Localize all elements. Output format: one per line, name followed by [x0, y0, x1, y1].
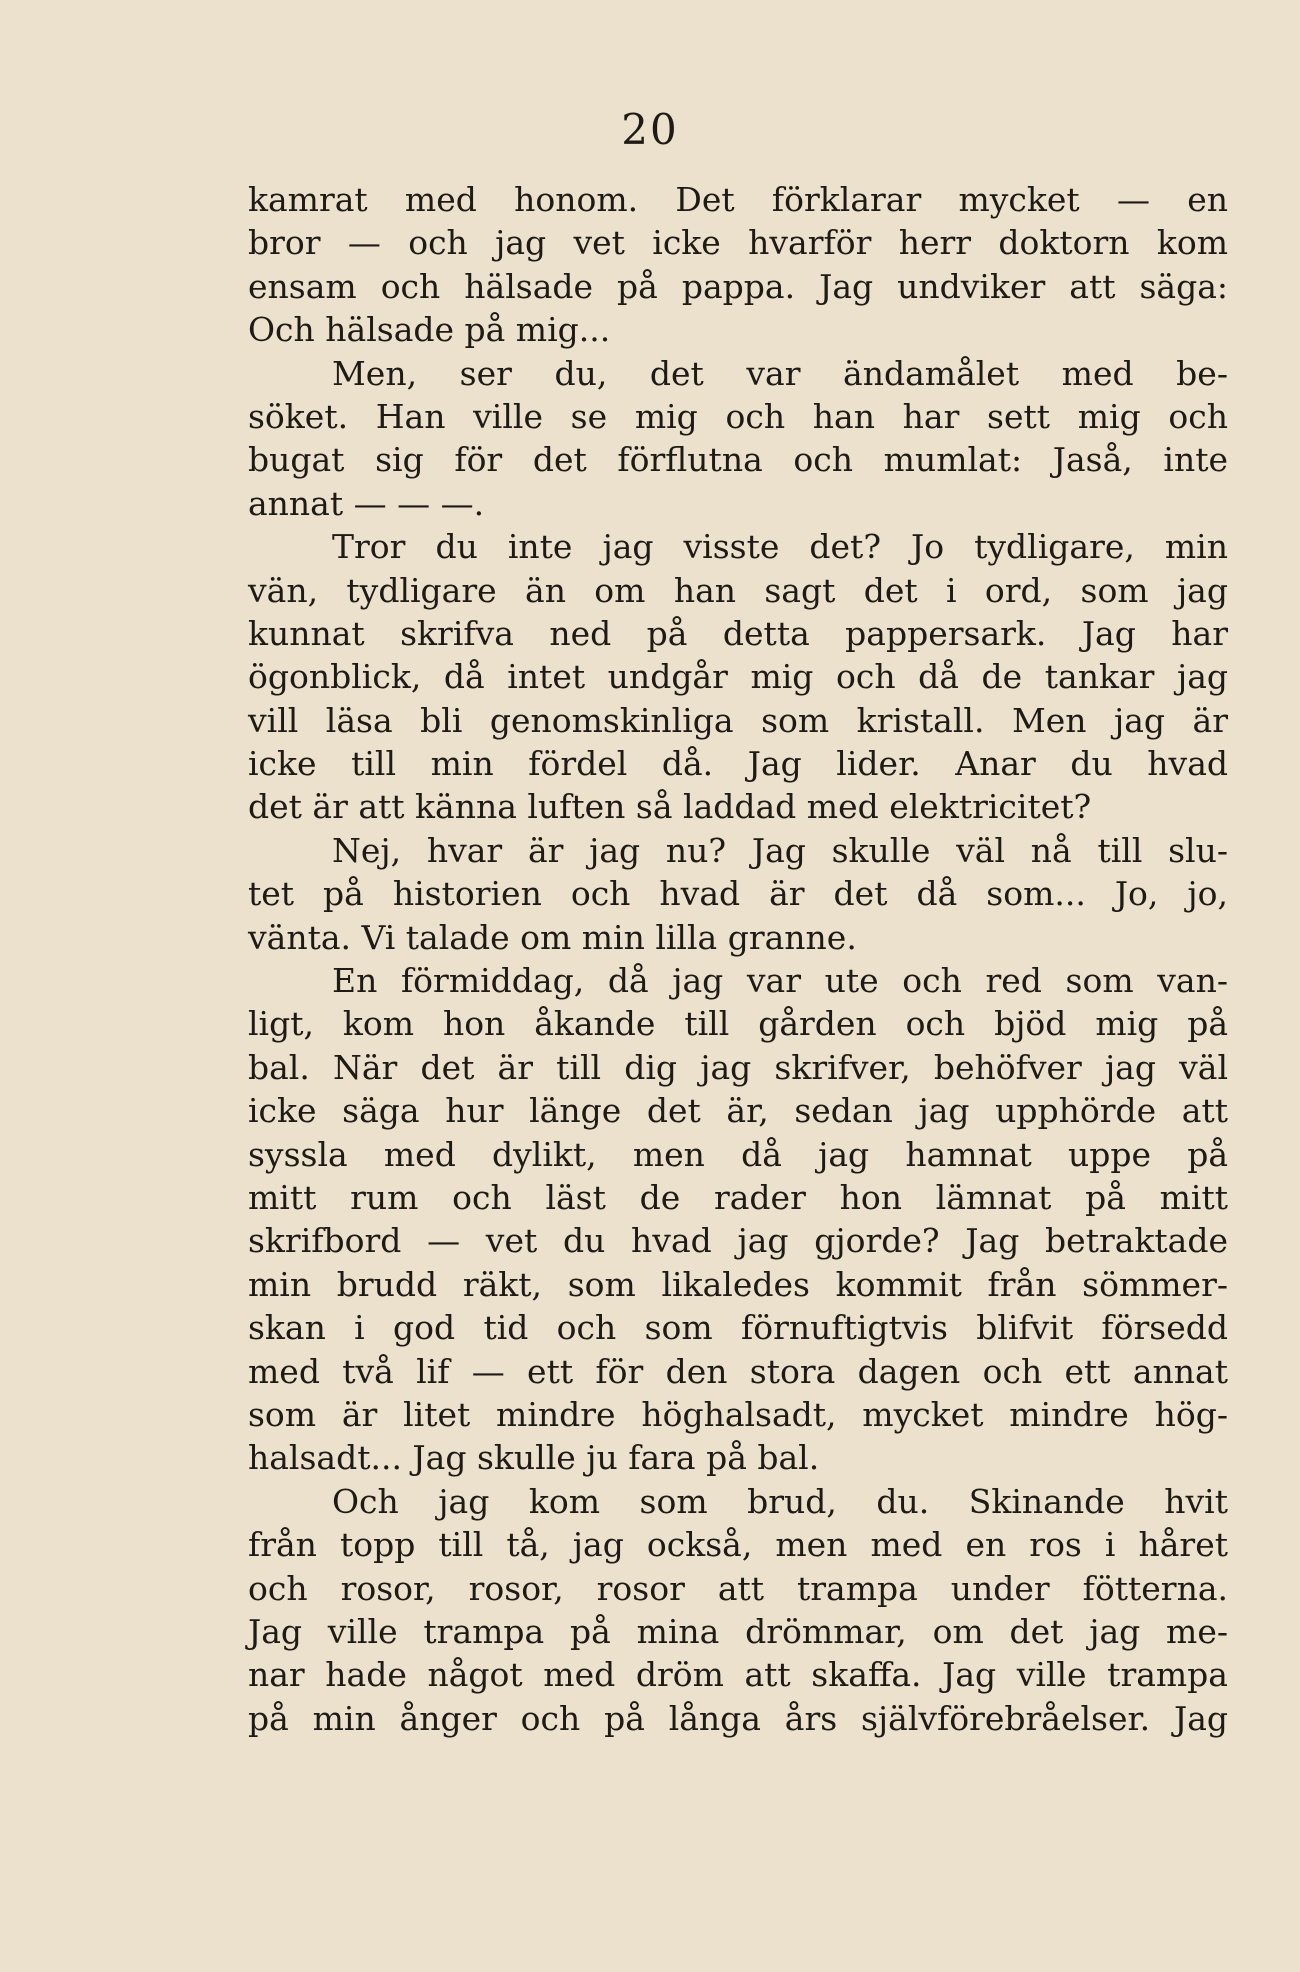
text-line: bror — och jag vet icke hvarför herr doktorn kom	[248, 223, 1228, 263]
text-line: Men, ser du, det var ändamålet med be-	[332, 353, 1228, 393]
text-line: Jag ville trampa på mina drömmar, om det jag me-	[248, 1611, 1228, 1651]
text-line: skan i god tid och som förnuftigtvis blifvit försedd	[248, 1308, 1228, 1348]
text-line: annat — — —.	[248, 483, 485, 523]
text-line: mitt rum och läst de rader hon lämnat på mitt	[248, 1177, 1228, 1217]
text-line: syssla med dylikt, men då jag hamnat uppe på	[248, 1134, 1228, 1174]
text-line: och rosor, rosor, rosor att trampa under fötterna.	[248, 1568, 1228, 1608]
text-line: från topp till tå, jag också, men med en ros i håret	[248, 1525, 1228, 1565]
text-line: Nej, hvar är jag nu? Jag skulle väl nå till slu-	[332, 830, 1228, 870]
text-line: icke till min fördel då. Jag lider. Anar du hvad	[248, 744, 1228, 784]
text-line: ögonblick, då intet undgår mig och då de tankar jag	[248, 657, 1228, 697]
body-text	[248, 178, 1228, 1740]
text-line: ensam och hälsade på pappa. Jag undviker att säga:	[248, 266, 1228, 306]
text-line: Tror du inte jag visste det? Jo tydligare, min	[332, 527, 1228, 567]
text-line: kunnat skrifva ned på detta pappersark. Jag har	[248, 613, 1228, 653]
text-line: vill läsa bli genomskinliga som kristall. Men jag är	[248, 700, 1228, 740]
text-line: skrifbord — vet du hvad jag gjorde? Jag betraktade	[248, 1221, 1228, 1261]
text-line: Och jag kom som brud, du. Skinande hvit	[332, 1481, 1228, 1521]
text-line: det är att känna luften så laddad med elektricitet?	[248, 787, 1092, 827]
text-line: nar hade något med dröm att skaffa. Jag ville trampa	[248, 1655, 1228, 1695]
text-line: vänta. Vi talade om min lilla granne.	[248, 917, 857, 957]
page-number: 20	[621, 105, 679, 154]
text-line: En förmiddag, då jag var ute och red som van-	[332, 961, 1228, 1001]
text-line: på min ånger och på långa års självförebråelser. Jag	[248, 1698, 1228, 1738]
text-line: söket. Han ville se mig och han har sett mig och	[248, 396, 1228, 436]
text-line: icke säga hur länge det är, sedan jag upphörde att	[248, 1091, 1228, 1131]
text-line: kamrat med honom. Det förklarar mycket — en	[248, 180, 1228, 219]
text-line: med två lif — ett för den stora dagen och ett annat	[248, 1351, 1228, 1391]
text-line: bal. När det är till dig jag skrifver, behöfver jag väl	[248, 1047, 1228, 1087]
text-line: halsadt... Jag skulle ju fara på bal.	[248, 1438, 820, 1478]
text-line: som är litet mindre höghalsadt, mycket mindre hög-	[248, 1394, 1228, 1434]
text-line: ligt, kom hon åkande till gården och bjöd mig på	[248, 1004, 1228, 1044]
text-line: bugat sig för det förflutna och mumlat: Jaså, inte	[248, 440, 1228, 480]
text-line: min brudd räkt, som likaledes kommit från sömmer-	[248, 1264, 1228, 1304]
text-line: vän, tydligare än om han sagt det i ord, som jag	[248, 570, 1228, 610]
text-line: tet på historien och hvad är det då som... Jo, jo,	[248, 874, 1228, 914]
text-line: Och hälsade på mig...	[248, 310, 611, 350]
